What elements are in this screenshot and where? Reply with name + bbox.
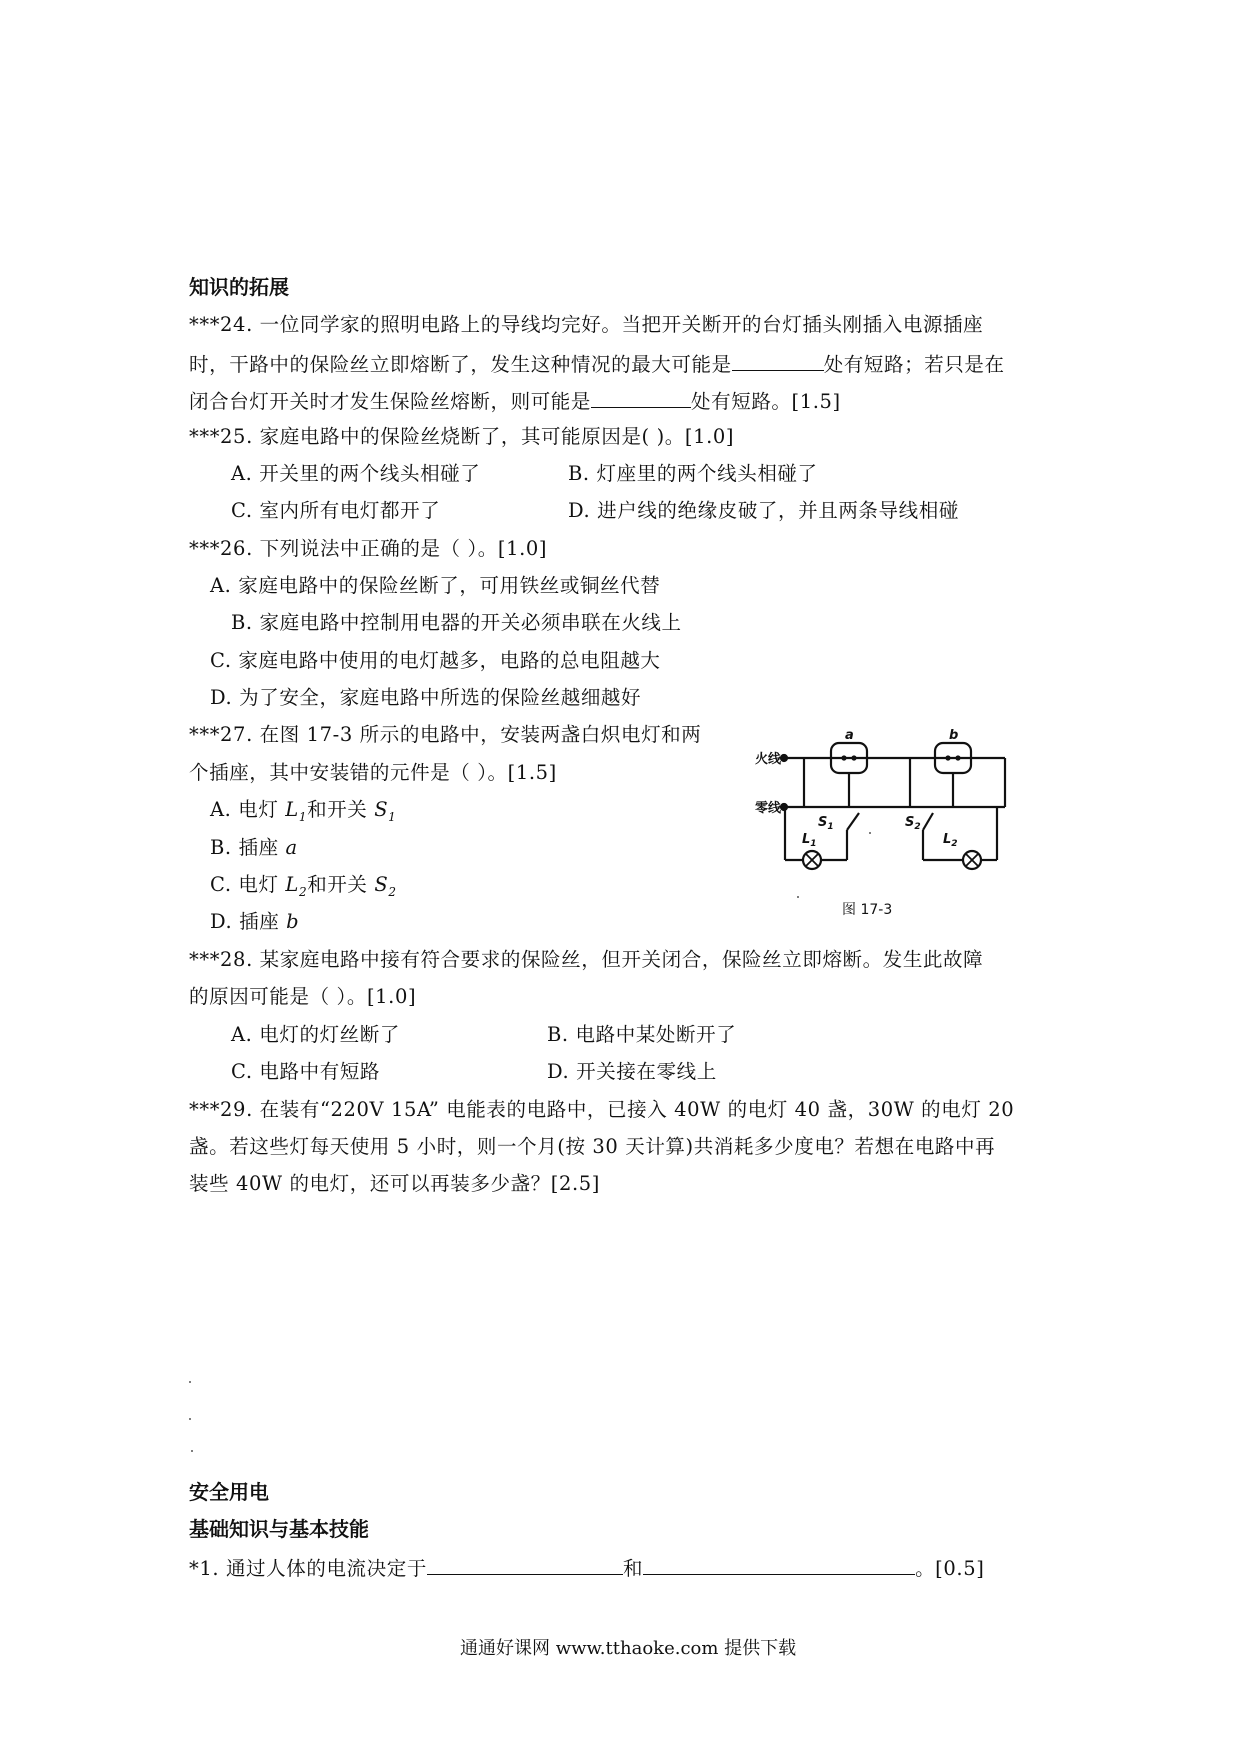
q25-option-d: D. 进户线的绝缘皮破了，并且两条导线相碰	[568, 499, 959, 522]
socket-a-hole-2	[851, 755, 856, 760]
s2-q1-text-pre: *1. 通过人体的电流决定于	[189, 1557, 427, 1580]
s2-q1-blank-2	[643, 1554, 915, 1575]
q27-option-d-var: b	[286, 910, 300, 933]
scan-speck	[797, 896, 799, 898]
live-wire-label: 火线	[755, 752, 782, 767]
q29-line1: ***29. 在装有“220V 15A” 电能表的电路中，已接入 40W 的电灯 40 盏，30W 的电灯 20	[189, 1098, 1015, 1121]
q27-option-b-prefix: B. 插座	[210, 836, 286, 859]
q27-option-a-switch-sub: 1	[388, 809, 397, 824]
q27-option-c-prefix: C. 电灯	[210, 873, 286, 896]
q28-option-c: C. 电路中有短路	[231, 1060, 381, 1083]
q24-line3-text-a: 闭合台灯开关时才发生保险丝熔断，则可能是	[189, 390, 592, 413]
q25-option-a: A. 开关里的两个线头相碰了	[231, 462, 481, 485]
q25-option-c: C. 室内所有电灯都开了	[231, 499, 441, 522]
scan-speck	[869, 832, 871, 834]
q24-line2	[189, 350, 1005, 377]
scan-speck	[191, 1450, 193, 1452]
footer-download-note: 通通好课网 www.tthaoke.com 提供下载	[460, 1638, 797, 1659]
circuit-figure-17-3	[755, 725, 1020, 925]
q27-option-b	[210, 836, 298, 860]
section-subtitle-basics: 基础知识与基本技能	[189, 1517, 369, 1541]
q28-option-b: B. 电路中某处断开了	[547, 1023, 737, 1046]
socket-b-hole-1	[945, 755, 950, 760]
q27-option-a	[210, 798, 396, 829]
q27-option-a-mid: 和开关	[307, 798, 375, 821]
switch-s1-blade	[847, 813, 859, 830]
q27-option-a-switch: S	[374, 798, 389, 821]
live-wire-terminal	[781, 755, 787, 761]
q26-option-a: A. 家庭电路中的保险丝断了，可用铁丝或铜丝代替	[210, 574, 661, 597]
switch-s2-label: $S_2$	[905, 815, 921, 832]
q27-option-c-lamp: L	[285, 873, 299, 896]
q26-option-b: B. 家庭电路中控制用电器的开关必须串联在火线上	[231, 611, 682, 634]
scan-speck	[189, 1381, 191, 1383]
q28-line2: 的原因可能是（ ）。[1.0]	[189, 985, 417, 1008]
q27-option-c-switch: S	[374, 873, 389, 896]
q25-option-b: B. 灯座里的两个线头相碰了	[568, 462, 818, 485]
q27-option-c	[210, 873, 397, 904]
q27-option-b-var: a	[285, 836, 298, 859]
q27-option-a-prefix: A. 电灯	[210, 798, 286, 821]
q27-line2: 个插座，其中安装错的元件是（ ）。[1.5]	[189, 761, 557, 784]
q26-stem: ***26. 下列说法中正确的是（ ）。[1.0]	[189, 537, 548, 560]
s2-q1-line	[189, 1554, 984, 1581]
q27-line1: ***27. 在图 17-3 所示的电路中，安装两盏白炽电灯和两	[189, 723, 702, 746]
q24-blank-2	[591, 387, 691, 408]
lamp-l2-label: $L_2$	[943, 832, 958, 849]
socket-a-hole-1	[841, 755, 846, 760]
q29-line2: 盏。若这些灯每天使用 5 小时，则一个月(按 30 天计算)共消耗多少度电？若想在电路中再	[189, 1135, 996, 1158]
scan-speck	[189, 1418, 191, 1420]
socket-b-hole-2	[955, 755, 960, 760]
q28-option-d: D. 开关接在零线上	[547, 1060, 717, 1083]
q24-line2-text-b: 处有短路；若只是在	[823, 353, 1005, 376]
switch-s2-blade	[923, 813, 933, 830]
q24-blank-1	[732, 350, 824, 371]
section-title-electrical-safety: 安全用电	[189, 1480, 269, 1504]
figure-caption: 图 17-3	[842, 902, 893, 918]
q24-line1: ***24. 一位同学家的照明电路上的导线均完好。当把开关断开的台灯插头刚插入电源插座	[189, 313, 984, 336]
s2-q1-text-post: 。[0.5]	[915, 1557, 985, 1580]
q27-option-c-mid: 和开关	[307, 873, 375, 896]
q28-option-a: A. 电灯的灯丝断了	[231, 1023, 400, 1046]
switch-s1-label: $S_1$	[818, 815, 834, 832]
q24-line3-text-b: 处有短路。[1.5]	[691, 390, 841, 413]
q25-stem: ***25. 家庭电路中的保险丝烧断了，其可能原因是( )。[1.0]	[189, 425, 735, 448]
lamp-l1-label: $L_1$	[802, 832, 817, 849]
q27-option-c-switch-sub: 2	[388, 884, 397, 899]
q24-line2-text-a: 时，干路中的保险丝立即熔断了，发生这种情况的最大可能是	[189, 353, 732, 376]
neutral-wire-label: 零线	[755, 801, 782, 816]
q27-option-a-lamp: L	[285, 798, 299, 821]
s2-q1-text-mid: 和	[622, 1557, 644, 1580]
q27-option-d	[210, 910, 299, 934]
q29-line3: 装些 40W 的电灯，还可以再装多少盏？[2.5]	[189, 1172, 600, 1195]
q26-option-d: D. 为了安全，家庭电路中所选的保险丝越细越好	[210, 686, 642, 709]
q28-line1: ***28. 某家庭电路中接有符合要求的保险丝，但开关闭合，保险丝立即熔断。发生此故障	[189, 948, 984, 971]
q27-option-c-lamp-sub: 2	[298, 884, 308, 899]
q24-line3	[189, 387, 841, 414]
q26-option-c: C. 家庭电路中使用的电灯越多，电路的总电阻越大	[210, 649, 661, 672]
q27-option-a-lamp-sub: 1	[298, 809, 308, 824]
socket-a-label: a	[845, 728, 854, 743]
s2-q1-blank-1	[427, 1554, 623, 1575]
q27-option-d-prefix: D. 插座	[210, 910, 287, 933]
section-heading-knowledge-extension: 知识的拓展	[189, 275, 289, 299]
socket-b-label: b	[949, 728, 959, 743]
